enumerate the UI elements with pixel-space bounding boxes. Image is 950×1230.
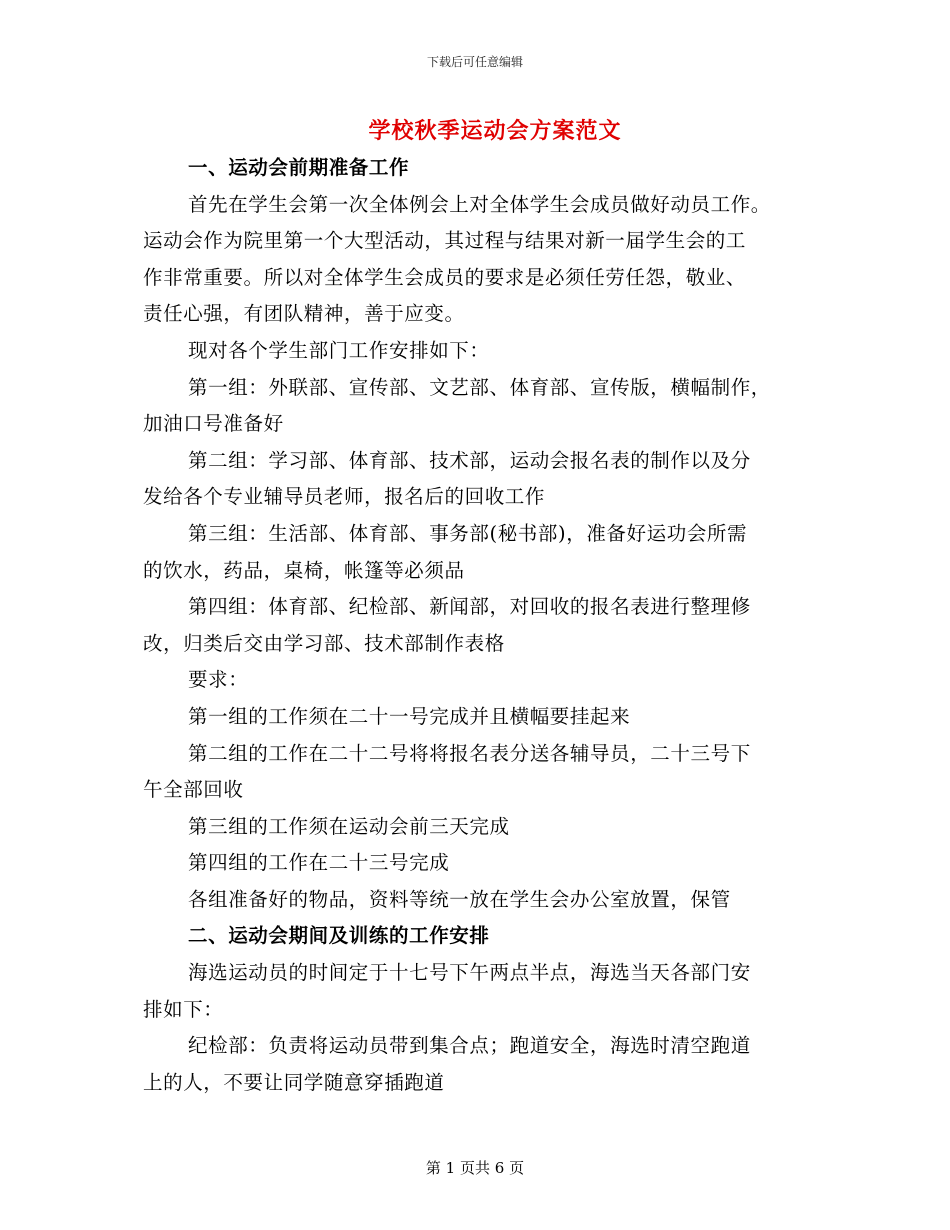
paragraph-line: 上的人，不要让同学随意穿插跑道 — [143, 1070, 445, 1094]
paragraph-line: 作非常重要。所以对全体学生会成员的要求是必须任劳任怨，敬业、 — [143, 265, 747, 289]
paragraph-line: 第三组的工作须在运动会前三天完成 — [188, 814, 510, 838]
paragraph-line: 午全部回收 — [143, 778, 244, 802]
document-body — [143, 150, 808, 1101]
section-heading: 一、运动会前期准备工作 — [188, 156, 410, 179]
page-footer: 第 1 页共 6 页 — [425, 1159, 525, 1177]
paragraph-line: 要求： — [188, 668, 249, 692]
paragraph-line: 纪检部：负责将运动员带到集合点；跑道安全，海选时清空跑道 — [188, 1034, 751, 1058]
paragraph-line: 第一组的工作须在二十一号完成并且横幅要挂起来 — [188, 704, 631, 728]
paragraph-line: 责任心强，有团队精神，善于应变。 — [143, 302, 465, 326]
page-header: 下载后可任意编辑 — [426, 55, 523, 69]
paragraph-line: 首先在学生会第一次全体例会上对全体学生会成员做好动员工作。 — [188, 192, 771, 216]
paragraph-line: 第二组的工作在二十二号将将报名表分送各辅导员，二十三号下 — [188, 741, 751, 765]
paragraph-line: 各组准备好的物品，资料等统一放在学生会办公室放置，保管 — [188, 887, 731, 911]
paragraph-line: 第三组：生活部、体育部、事务部(秘书部)，准备好运功会所需 — [188, 521, 748, 545]
paragraph-line: 海选运动员的时间定于十七号下午两点半点，海选当天各部门安 — [188, 961, 751, 985]
paragraph-line: 加油口号准备好 — [143, 412, 284, 436]
paragraph-line: 的饮水，药品，桌椅，帐篷等必须品 — [143, 558, 465, 582]
paragraph-line: 发给各个专业辅导员老师，报名后的回收工作 — [143, 485, 546, 509]
paragraph-line: 排如下： — [143, 997, 224, 1021]
section-heading: 二、运动会期间及训练的工作安排 — [188, 924, 490, 948]
paragraph-line: 第四组：体育部、纪检部、新闻部，对回收的报名表进行整理修 — [188, 595, 751, 619]
document-title: 学校秋季运动会方案范文 — [368, 118, 622, 144]
paragraph-line: 现对各个学生部门工作安排如下： — [188, 338, 490, 362]
paragraph-line: 第四组的工作在二十三号完成 — [188, 851, 450, 875]
paragraph-line: 第一组：外联部、宣传部、文艺部、体育部、宣传版，横幅制作， — [188, 375, 771, 399]
paragraph-line: 改，归类后交由学习部、技术部制作表格 — [143, 631, 505, 655]
paragraph-line: 运动会作为院里第一个大型活动，其过程与结果对新一届学生会的工 — [143, 229, 747, 253]
paragraph-line: 第二组：学习部、体育部、技术部，运动会报名表的制作以及分 — [188, 448, 751, 472]
